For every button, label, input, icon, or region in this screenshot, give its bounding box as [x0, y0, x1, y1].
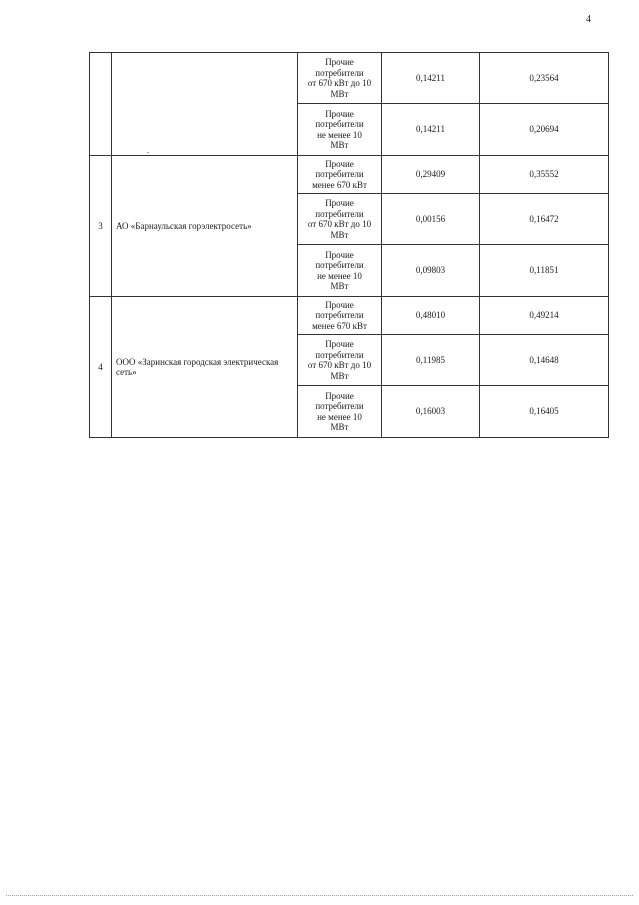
organization-cell	[112, 53, 298, 156]
page-number: 4	[586, 14, 591, 25]
consumer-category-text: Прочие потребители менее 670 кВт	[312, 299, 367, 331]
value-cell-2: 0,14648	[480, 335, 609, 386]
consumer-category-cell	[298, 386, 382, 438]
row-number-cell: 3	[90, 156, 112, 297]
value-cell-1: 0,48010	[382, 297, 480, 335]
value-cell-2: 0,35552	[480, 156, 609, 194]
consumer-category-text: Прочие потребители не менее 10 МВт	[315, 249, 364, 291]
consumer-category-text: Прочие потребители менее 670 кВт	[312, 158, 367, 190]
value-cell-2: 0,23564	[480, 53, 609, 104]
consumer-category-text: Прочие потребители не менее 10 МВт	[315, 390, 364, 432]
value-cell-1: 0,00156	[382, 194, 480, 245]
organization-cell: ООО «Заринская городская электрическая сеть»	[112, 297, 298, 438]
consumer-category-cell	[298, 53, 382, 104]
table-row	[90, 53, 609, 104]
consumer-category-cell	[298, 335, 382, 386]
value-cell-2: 0,11851	[480, 245, 609, 297]
value-cell-1: 0,29409	[382, 156, 480, 194]
table-row	[90, 156, 609, 194]
value-cell-1: 0,14211	[382, 104, 480, 156]
table-row	[90, 297, 609, 335]
consumer-category-text: Прочие потребители от 670 кВт до 10 МВт	[307, 57, 372, 99]
consumer-category-text: Прочие потребители не менее 10 МВт	[315, 108, 364, 150]
consumer-category-text: Прочие потребители от 670 кВт до 10 МВт	[307, 339, 372, 381]
value-cell-2: 0,49214	[480, 297, 609, 335]
tariff-table	[89, 52, 609, 438]
scan-dot: .	[147, 146, 149, 155]
organization-cell: АО «Барнаульская горэлектросеть»	[112, 156, 298, 297]
value-cell-1: 0,16003	[382, 386, 480, 438]
consumer-category-text: Прочие потребители от 670 кВт до 10 МВт	[307, 198, 372, 240]
row-number-cell: 4	[90, 297, 112, 438]
consumer-category-cell	[298, 104, 382, 156]
consumer-category-cell	[298, 245, 382, 297]
consumer-category-cell	[298, 194, 382, 245]
value-cell-1: 0,09803	[382, 245, 480, 297]
row-number-cell	[90, 53, 112, 156]
value-cell-2: 0,20694	[480, 104, 609, 156]
value-cell-2: 0,16472	[480, 194, 609, 245]
scan-edge-line	[6, 895, 633, 896]
consumer-category-cell	[298, 297, 382, 335]
value-cell-1: 0,14211	[382, 53, 480, 104]
value-cell-1: 0,11985	[382, 335, 480, 386]
value-cell-2: 0,16405	[480, 386, 609, 438]
consumer-category-cell	[298, 156, 382, 194]
